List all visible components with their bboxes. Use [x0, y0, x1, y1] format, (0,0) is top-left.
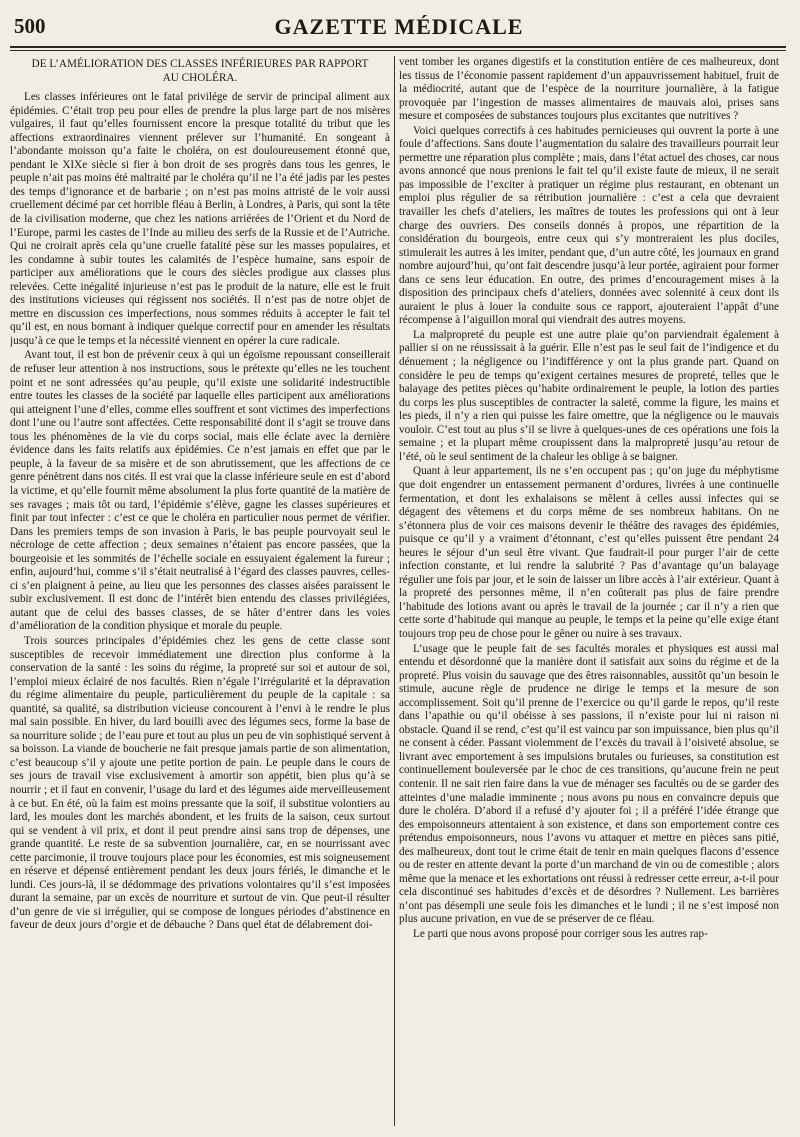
paragraph: L’usage que le peuple fait de ses facultés morales et physiques est aussi mal entendu et désordonné que la manière dont il satisfait aux soins du régime et de la propreté. Plus voisin du sauvage que des êtres raisonnables, aussitôt qu’un besoin le stimule, aucune règle de prudence ne dirige le temps et la mesure de son accomplissement. Soit qu’il prenne de l’exercice ou qu’il garde le repos, qu’il reste dans l’apathie ou qu’il obéisse à ses passions, il n’existe pour lui ni raison ni obstacle. Quand il se rend, c’est qu’il est vaincu par son impuissance, bien plus qu’il ne consent à céder. Passant violemment de l’excès du travail à l’oisiveté absolue, se livrant avec emportement à ses impulsions brutales ou furieuses, sa constitution est continuellement bouleversée par le choc de ces transitions, qu’aucune frein ne peut contenir. Il ne sait rien faire dans la vue de ménager ses facultés ou de se garder des atteintes d’une maladie imminente ; nous avons pu nous en convaincre depuis que dure le choléra. D’abord il a refusé d’y ajouter foi ; il a préféré l’idée étrange que des empoisonneurs attentaient à son existence, et dans son emportement contre ces prétendus empoisonneurs, nous l’avons vu attaquer et mettre en pièces sans pitié, des malheureux, dont tout le crime était de tenir en main quelques flacons d’essence ou de rester en attente devant la porte d’un marchand de vin ou de comestible ; alors même que la menace et les exhortations ont réussi à redresser cette erreur, a-t-il pour cela discontinué ses habitudes d’excès et de désordres ? Nullement. Les barrières n’ont pas désempli une seule fois les dimanches et le lundi ; il ne s’est imposé non plus aucune privation, en vue de se préserver de ce fléau.: [399, 642, 779, 926]
page-number: 500: [14, 14, 46, 38]
paragraph: La malpropreté du peuple est une autre plaie qu’on parviendrait également à pallier si on ne réussissait à la guérir. Elle n’est pas le seul fait de l’indigence et du dénuement ; la négligence ou l’indifférence y ont la plus grande part. Quand on considère le peu de temps qu’exigent certaines mesures de propreté, telles que le balayage des petites pièces qu’habite ordinairement le peuple, la lotion des parties du corps les plus susceptibles de contracter la saleté, comme la figure, les mains et les pieds, il n’y a rien qui puisse les faire omettre, que la négligence ou le mauvais vouloir. C’est tout au plus s’il se livre à quelques-unes de ces opérations une fois la semaine ; et la plupart même croupissent dans la malpropreté jusqu’au retour de l’été, où le seul sentiment de la chaleur les oblige à se baigner.: [399, 328, 779, 463]
article-title: [10, 58, 390, 85]
right-column: [399, 56, 779, 1131]
paragraph: Quant à leur appartement, ils ne s’en occupent pas ; qu’on juge du méphytisme que doit engendrer un entassement permanent d’ordures, livrées à une continuelle fermentation, et dont les exhalaisons se mêlent à celles aussi infectes qui se dégagent des vêtemens et du corps même de ses nombreux habitans. On ne s’étonnera plus de voir ces maisons devenir le théâtre des ravages des épidémies, puisque ce qu’il y a vraiment d’étonnant, c’est qu’elles puissent être pendant 24 heures le séjour d’un seul être vivant. Que faudrait-il pour purger l’air de cette infection constante, et lui rendre la salubrité ? Pas d’avantage qu’un balayage régulier une fois par jour, et le soin de laisser un libre accès à l’air extérieur. Quant à la propreté des personnes même, il n’en coûterait pas plus de faire prendre l’habitude des lotions avant ou après le travail de la journée ; car il n’y a rien que cette sorte d’habitude qui manque au peuple, le temps et la peine qu’elle exige étant toujours trop peu de chose pour le gêner ou nuire à ses travaux.: [399, 465, 779, 640]
journal-title: GAZETTE MÉDICALE: [274, 14, 524, 39]
header-rule-thin: [10, 50, 786, 51]
paragraph: Trois sources principales d’épidémies chez les gens de cette classe sont susceptibles de recevoir immédiatement une direction plus conforme à la conservation de la santé : les soins du régime, la propreté sur soi et autour de soi, l’emploi mieux éclairé de nos facultés. Rien n’égale l’irrégularité et la dépravation du régime alimentaire du peuple, particulièrement du peuple de la capitale : sa quantité, sa qualité, sa distribution vicieuse concourent à l’envi à le rendre le plus mal sain possible. En hiver, du lard bouilli avec des légumes secs, forme la base de sa nourriture solide ; de l’eau pure et tout au plus un peu de vin sophistiqué servent à sa boisson. La viande de boucherie ne fait presque jamais partie de son alimentation, c’est beaucoup s’il y ajoute une petite portion de pain. Le peuple dans le cours de ses jours de travail vise exclusivement à amortir son appétit, bien plus qu’à se nourrir ; et il faut en convenir, l’usage du lard et des légumes aide merveilleusement à ce but. En été, où la faim est moins pressante que la soif, il substitue volontiers au lard, les moules dont les marchés abondent, et les fruits de la saison, ceux surtout qui se vendent à vil prix, et dont il peut prendre ainsi sans trop de dépenses, une grande quantité. Le reste de sa subvention journalière, car, en se nourrissant avec cette parcimonie, il trouve toujours place pour les économies, est mis soigneusement en réserve et dépensé entièrement pendant les deux jours fériés, le dimanche et le lundi. Ces jours-là, il se dédommage des privations volontaires qu’il s’est imposées durant la semaine, par un excès de nourriture et surtout de vin. Que peut-il résulter d’un genre de vie si irrégulier, qui se compose de longues périodes d’abstinence en faveur de deux jours d’orgie et de débauche ? Dans quel état de délabrement doi-: [10, 634, 390, 932]
page-header: [14, 12, 784, 46]
paragraph: Avant tout, il est bon de prévenir ceux à qui un égoïsme repoussant conseillerait de refuser leur attention à nos instructions, sous le prétexte qu’elles ne les touchent point et ne sont adressées qu’au peuple, qu’il existe une solidarité indestructible entre toutes les classes de la société par laquelle elles participent aux améliorations qui atteignent l’une d’elles, comme elles souffrent et sont victimes des imperfections dont l’une ou l’autre sont affectées. Cette responsabilité dont il s’agit se trouve dans tous les phénomènes de la vie du corps social, mais elle éclate avec la dernière évidence dans les faits relatifs aux épidémies. Ce n’est jamais en effet que par le peuple, à la faveur de sa misère et de son abrutissement, que les affections de ce genre pénètrent dans nos cités. Il est vrai que la classe inférieure seule en est d’abord la victime, et qu’elle fournit même absolument la plus forte quantité de la matière de ses ravages ; mais tôt ou tard, l’épidémie s’élève, gagne les classes supérieures et finit par tout infecter : c’est ce que le choléra en particulier nous permet de vérifier. Dans les premiers temps de son invasion à Paris, le bas peuple pourvoyait seul le nécrologe de cette affection ; deux semaines n’étaient pas encore passées, que la bourgeoisie et les sommités de l’échelle sociale en essuyaient également la fureur ; enfin, aujourd’hui, comme s’il s’était neutralisé à l’égard des classes pauvres, celles-ci s’en plaignent à peine, au lieu que les personnes des classes aisées paraissent le subir exclusivement. Il est donc de l’intérêt bien entendu des classes privilégiées, autant que de celui des basses classes, de se hâter d’entrer dans les voies d’amélioration de la condition physique et morale du peuple.: [10, 349, 390, 633]
article-title-line-1: DE L’AMÉLIORATION DES CLASSES INFÉRIEURES PAR RAPPORT: [31, 58, 369, 70]
article-title-line-2: AU CHOLÉRA.: [162, 71, 238, 84]
paragraph: Les classes inférieures ont le fatal privilége de servir de principal aliment aux épidémies. C’était trop peu pour elles de prendre la plus large part de nos misères vulgaires, il faut qu’elles fournissent encore la presque totalité du tribut que les affections extraordinaires viennent prélever sur l’humanité. En songeant à l’abondante moisson qu’a faite le choléra, on est douloureusement étonné que, pendant le XIXe siècle si fier à bon droit de ses progrès dans tous les genres, le peuple n’ait pas moins été maltraité par le choléra qu’il ne l’a été jadis par les pestes des temps d’ignorance et de barbarie ; on n’est pas moins attristé de le voir aussi cruellement décimé par cet horrible fléau à Berlin, à Londres, à Paris, qui sont la tête de la civilisation moderne, que chez les nations arriérées de l’Orient et du Nord de l’Europe, parmi les castes de l’Inde au milieu des serfs de la Russie et de l’Autriche. Qui ne croirait après cela qu’une cruelle fatalité pèse sur les masses populaires, et les condamne à subir toutes les calamités de l’espèce humaine, sans espoir de participer aux améliorations que le cours des siècles prodigue aux classes plus relevées. Cette inégalité injurieuse n’est pas le produit de la nature, elle est le fruit des institutions vicieuses qui régissent nos sociétés. Il n’est pas de notre objet de mettre en discussion ces imperfections, nous sommes réduits à accepter le fait tel qu’il est, en nous bornant à indiquer quelque correctif pour en amender les résultats jusqu’à ce que le temps et la nécessité viennent en opérer la cure radicale.: [10, 91, 390, 347]
paragraph: Le parti que nous avons proposé pour corriger sous les autres rap-: [413, 928, 708, 940]
left-column: [10, 56, 390, 1131]
column-divider: [394, 56, 395, 1126]
header-rule: [10, 46, 786, 48]
paragraph: vent tomber les organes digestifs et la constitution entière de ces malheureux, dont les tissus de l’économie passent rapidement d’un appauvrissement habituel, fruit de la médiocrité, autant que de l’espèce de la nourriture journalière, à la fatigue provoquée par l’ingestion de masses alimentaires de mauvais aloi, prises sans mesure et composées de substances toujours plus excitantes que nutritives ?: [399, 56, 779, 123]
paragraph: Voici quelques correctifs à ces habitudes pernicieuses qui ouvrent la porte à une foule d’affections. Sans doute l’augmentation du salaire des travailleurs pourrait leur permettre une réparation plus complète ; mais, dans l’état actuel des choses, car nous avons annoncé que nous prenions le fait tel qu’il existe faute de mieux, il ne serait pas impossible de l’exciter à pratiquer un régime plus restaurant, en obtenant un emploi plus régulier de sa rétribution journalière : c’est a cela que devraient travailler les chefs d’ateliers, les maîtres de toutes les professions qui ont à leur charge des ouvriers. Des conseils donnés à propos, une répartition de la considération du bourgeois, entre ceux qui s’y montreraient les plus dociles, stimulerait les autres à les imiter, pendant que, d’un autre côté, les journaux en grand nombre aujourd’hui, qu’ont fait descendre jusqu’à leur portée, agiraient pour former dans ce sens leur éducation. En outre, des primes d’encouragement mises à la disposition des principaux chefs d’ateliers, données avec solennité à ceux dont ils auraient le plus à louer la conduite sous ce rapport, ajouteraient l’appât d’une récompense à l’aiguillon moral qui viendrait des autres moyens.: [399, 124, 779, 327]
